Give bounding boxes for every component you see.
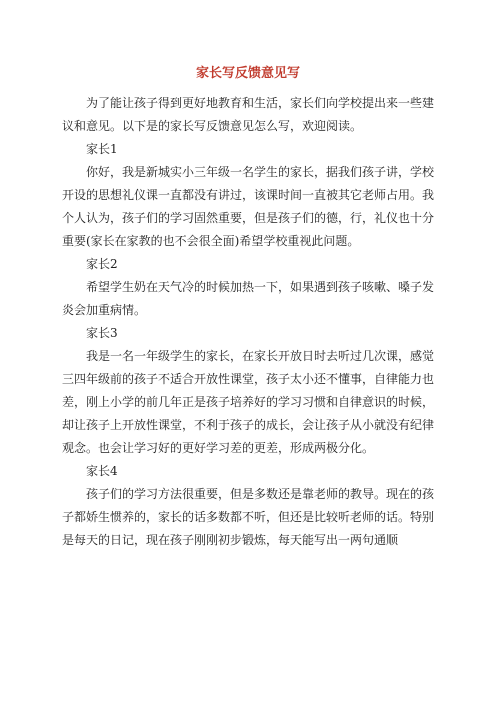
section-text-4: 孩子们的学习方法很重要，但是多数还是靠老师的教导。现在的孩子都娇生惯养的，家长的话多数都不听，但还是比较听老师的话。特别是每天的日记，现在孩子刚刚初步锻炼，每天能写出一两句通顺 (62, 487, 435, 547)
section-text-2: 希望学生奶在天气冷的时候加热一下，如果遇到孩子咳嗽、嗓子发炎会加重病情。 (62, 280, 435, 317)
section-text-1: 你好，我是新城实小三年级一名学生的家长，据我们孩子讲，学校开设的思想礼仪课一直都没有讲过，该课时间一直被其它老师占用。我个人认为，孩子们的学习固然重要，但是孩子们的德，行，礼仪也十分重要(家长在家教的也不会很全面)希望学校重视此问题。 (62, 165, 435, 248)
section-heading-4: 家长4 (86, 464, 118, 478)
intro-paragraph: 为了能让孩子得到更好地教育和生活，家长们向学校提出来一些建议和意见。以下是的家长写反馈意见怎么写，欢迎阅读。 (62, 96, 435, 133)
document-title: 家长写反馈意见写 (195, 66, 300, 81)
document-body (62, 92, 434, 552)
section-heading-3: 家长3 (86, 326, 118, 340)
section-heading-1: 家长1 (86, 142, 118, 156)
section-heading-2: 家长2 (86, 257, 118, 271)
section-text-3: 我是一名一年级学生的家长，在家长开放日时去听过几次课，感觉三四年级前的孩子不适合开放性课堂，孩子太小还不懂事，自律能力也差，刚上小学的前几年正是孩子培养好的学习习惯和自律意识的时候，却让孩子上开放性课堂，不利于孩子的成长，会让孩子从小就没有纪律观念。也会让学习好的更好学习差的更差，形成两极分化。 (62, 349, 435, 455)
